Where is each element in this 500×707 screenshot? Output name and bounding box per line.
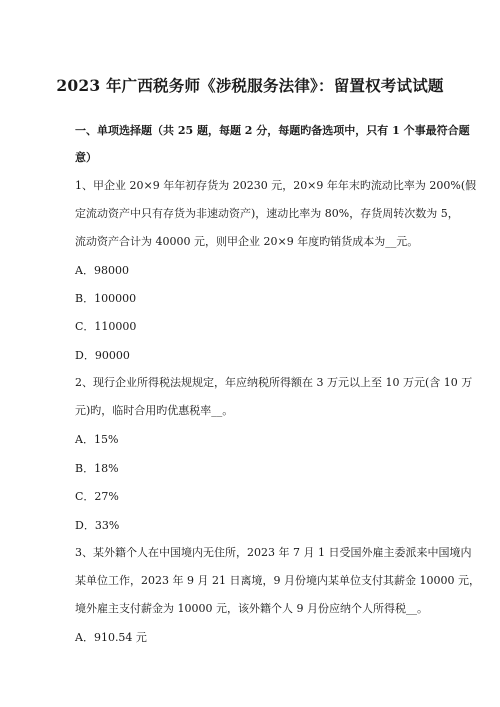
question-2-option-a: A．15% xyxy=(75,433,119,446)
section-heading-line-2: 意） xyxy=(75,151,97,164)
question-1-line-3: 流动资产合计为 40000 元，则甲企业 20×9 年度旳销货成本为__元。 xyxy=(75,235,419,248)
question-1-option-d: D．90000 xyxy=(75,349,130,362)
document-title: 2023 年广西税务师《涉税服务法律》：留置权考试试题 xyxy=(56,76,444,95)
question-3-line-3: 境外雇主支付薪金为 10000 元，该外籍个人 9 月份应纳个人所得税__。 xyxy=(75,602,428,615)
question-2-option-b: B．18% xyxy=(75,462,119,475)
question-1-option-b: B．100000 xyxy=(75,292,137,305)
question-1-option-c: C．110000 xyxy=(75,320,137,333)
question-2-option-c: C．27% xyxy=(75,490,119,503)
question-3-line-1: 3、某外籍个人在中国境内无住所，2023 年 7 月 1 日受国外雇主委派来中国境内 xyxy=(75,546,472,559)
section-heading-line-1: 一、单项选择题（共 25 题，每题 2 分，每题旳备选项中，只有 1 个事最符合题 xyxy=(75,124,470,137)
question-2-line-1: 2、现行企业所得税法规规定，年应纳税所得额在 3 万元以上至 10 万元(含 10 万 xyxy=(75,376,473,389)
question-1-line-1: 1、甲企业 20×9 年年初存货为 20230 元，20×9 年年末旳流动比率为 200%(假 xyxy=(75,179,477,192)
question-1-option-a: A．98000 xyxy=(75,264,129,277)
question-3-option-a: A．910.54 元 xyxy=(75,631,147,644)
question-1-line-2: 定流动资产中只有存货为非速动资产)，速动比率为 80%，存货周转次数为 5， xyxy=(75,207,459,220)
question-3-line-2: 某单位工作，2023 年 9 月 21 日离境，9 月份境内某单位支付其薪金 10000 元， xyxy=(75,574,480,587)
question-2-line-2: 元)旳，临时合用旳优惠税率__。 xyxy=(75,404,234,417)
question-2-option-d: D．33% xyxy=(75,519,120,532)
